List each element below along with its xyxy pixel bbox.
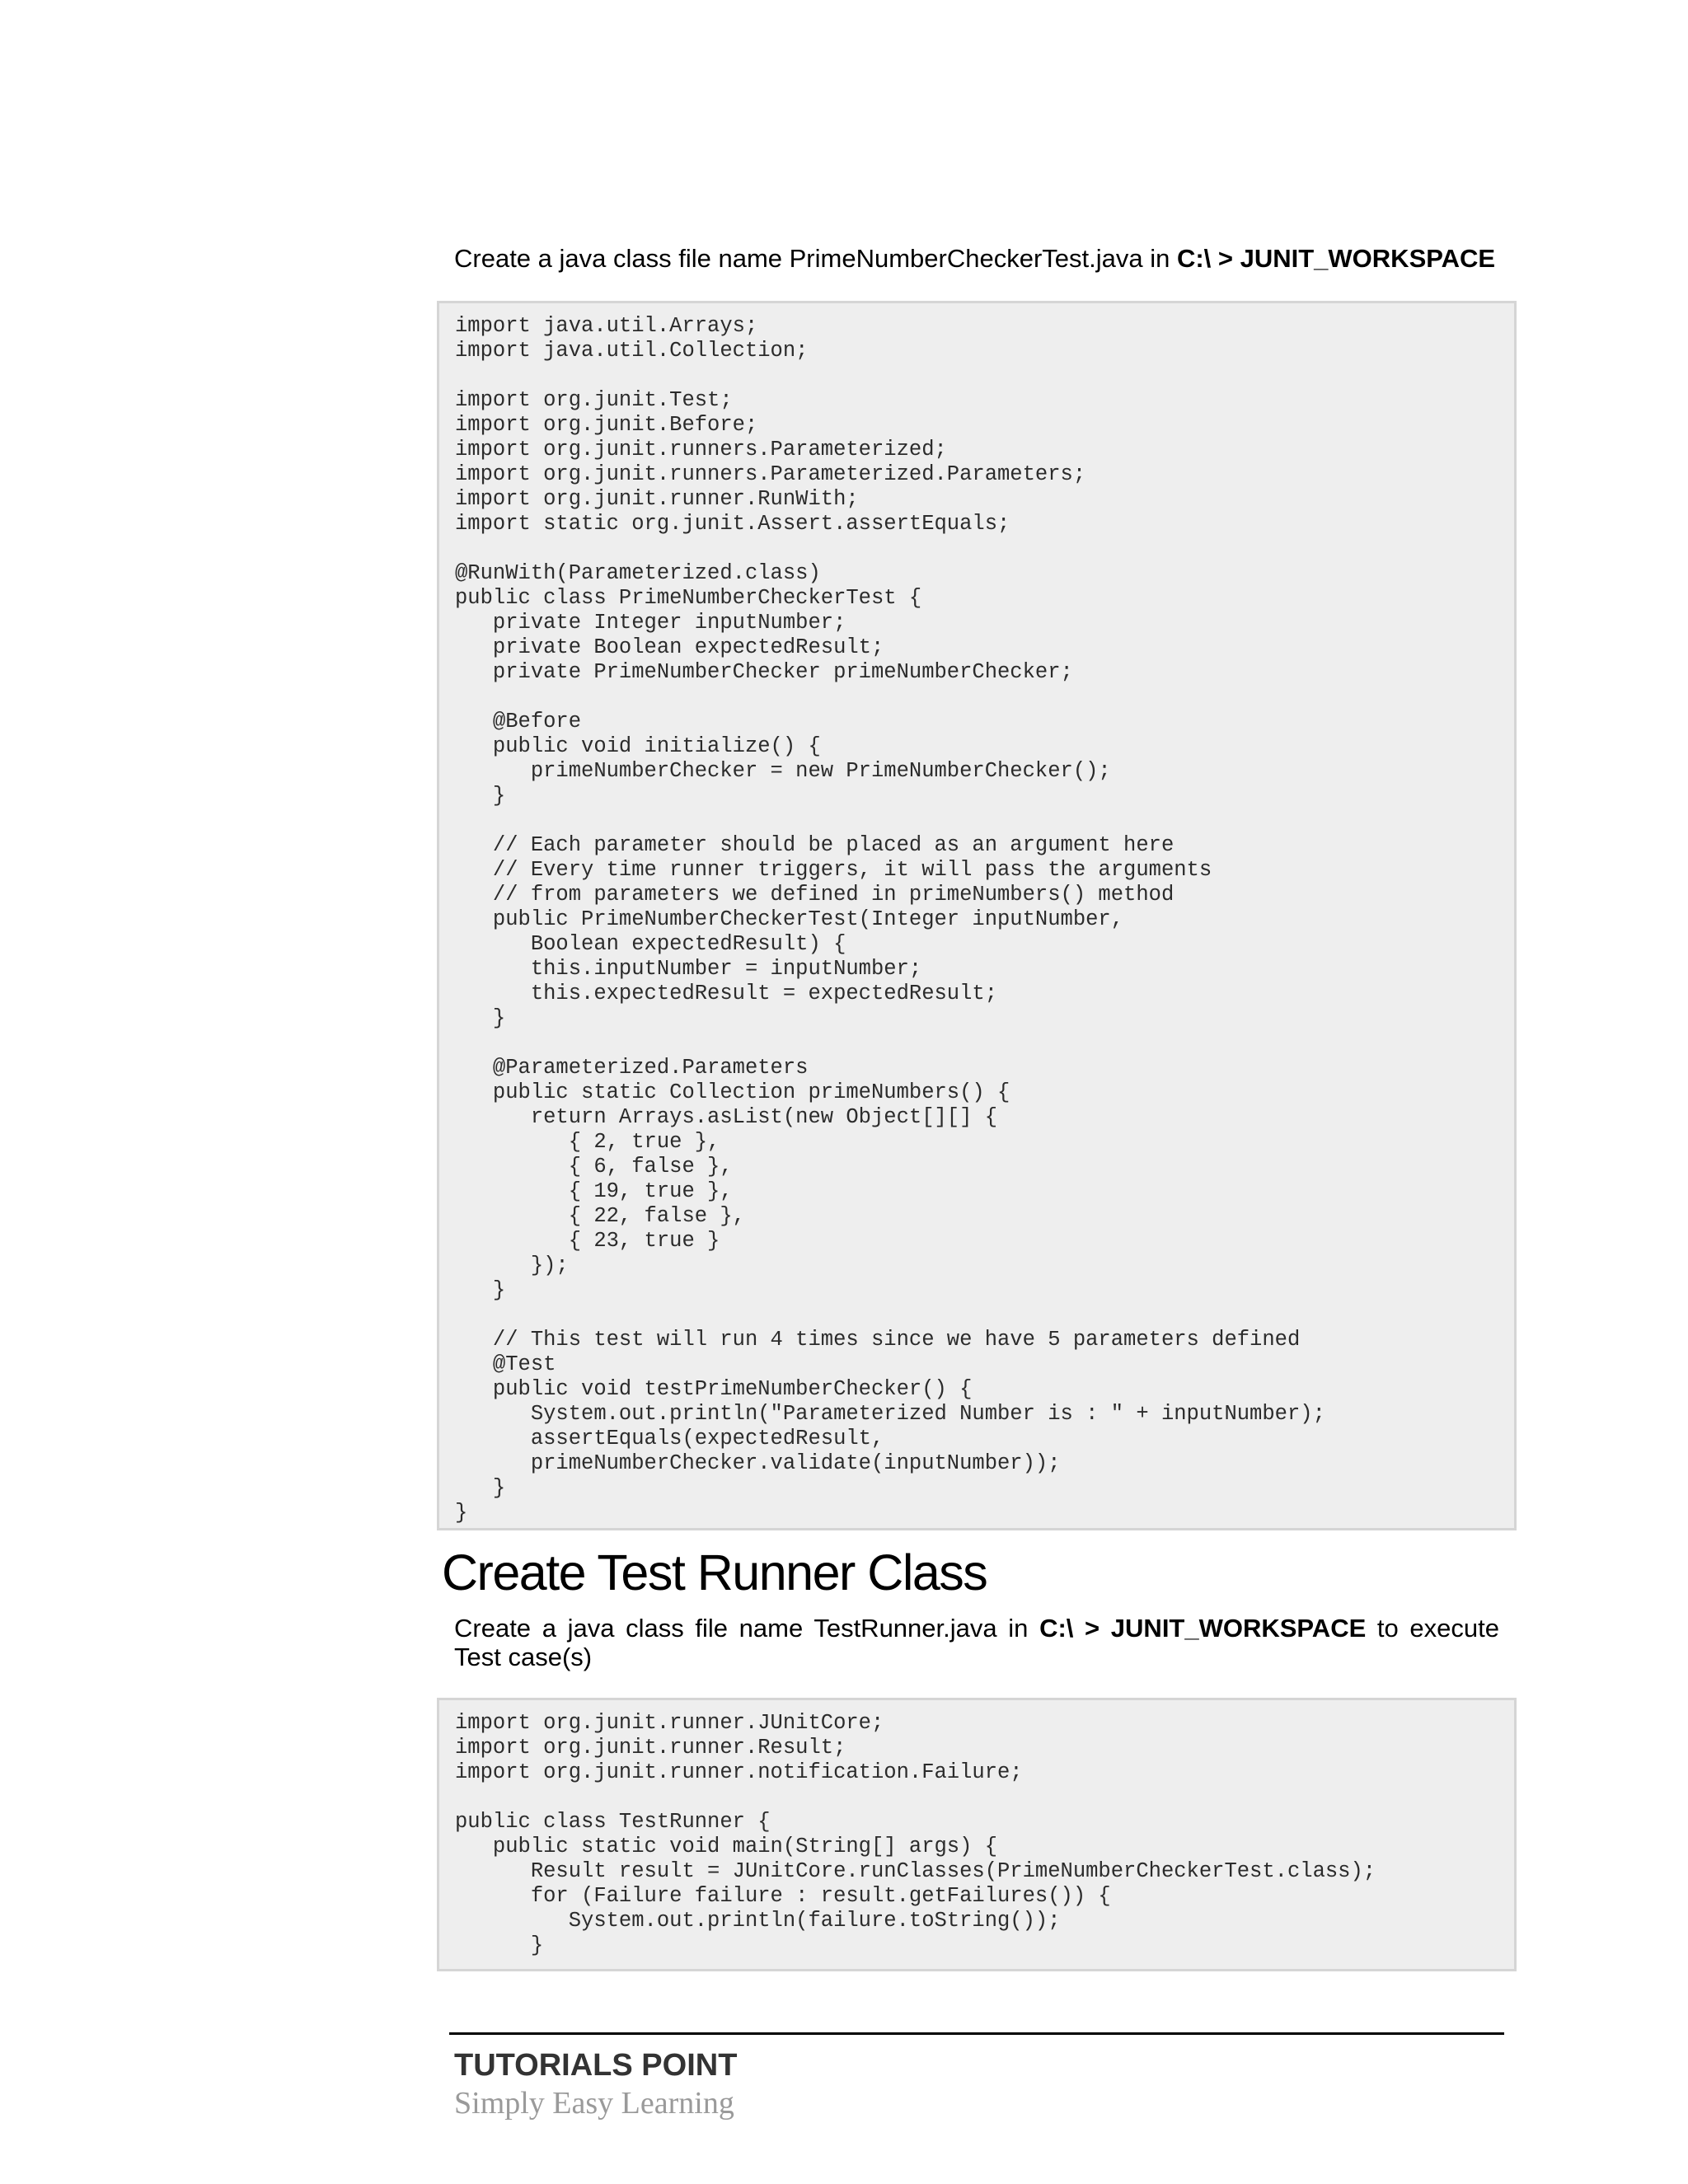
code-listing: import java.util.Arrays; import java.util.Collection; import org.junit.Test; import org.junit.Before; import org.junit.runners.Parameterized; import org.junit.runners.Parameterized.Parameters; import org.junit.runner.RunWith; import static org.junit.Assert.assertEquals; @RunWith(Parameterized.class) public class PrimeNumberCheckerTest { private Integer inputNumber; private Boolean expectedResult; private PrimeNumberChecker primeNumberChecker; @Before public void initialize() { primeNumberChecker = new PrimeNumberChecker(); } // Each parameter should be placed as an argument here // Every time runner triggers, it will pass the arguments // from parameters we defined in primeNumbers() method public PrimeNumberCheckerTest(Integer inputNumber, Boolean expectedResult) { this.inputNumber = inputNumber; this.expectedResult = expectedResult; } @Parameterized.Parameters public static Collection primeNumbers() { return Arrays.asList(new Object[][] { { 2, true }, { 6, false }, { 19, true }, { 22, false }, { 23, true } }); } // This test will run 4 times since we have 5 parameters defined @Test public void testPrimeNumberChecker() { System.out.println("Parameterized Number is : " + inputNumber); assertEquals(expectedResult, primeNumberChecker.validate(inputNumber)); } } — [455, 314, 1325, 1525]
intro-paragraph-prime-test — [454, 244, 1499, 273]
intro-text: Create a java class file name PrimeNumberCheckerTest.java in — [454, 244, 1177, 273]
code-block-prime-number-checker-test — [437, 301, 1517, 1530]
workspace-path: C:\ > JUNIT_WORKSPACE — [1176, 244, 1496, 273]
code-block-test-runner — [437, 1698, 1517, 1971]
intro-paragraph-test-runner — [454, 1614, 1499, 1671]
footer-tagline: Simply Easy Learning — [454, 2086, 734, 2121]
section-heading: Create Test Runner Class — [442, 1544, 987, 1601]
footer-divider — [449, 2032, 1504, 2035]
footer-brand: TUTORIALS POINT — [454, 2048, 738, 2083]
intro-text-after: to execute Test case(s) — [454, 1614, 1500, 1671]
intro-text-before: Create a java class file name TestRunner.java in — [454, 1614, 1040, 1643]
workspace-path: C:\ > JUNIT_WORKSPACE — [1039, 1614, 1367, 1643]
code-listing: import org.junit.runner.JUnitCore; import org.junit.runner.Result; import org.junit.runner.notification.Failure; public class TestRunner { public static void main(String[] args) { Result result = JUnitCore.runClasses(PrimeNumberCheckerTest.class); for (Failure failure : result.getFailures()) { System.out.println(failure.toString()); } — [455, 1711, 1376, 1957]
